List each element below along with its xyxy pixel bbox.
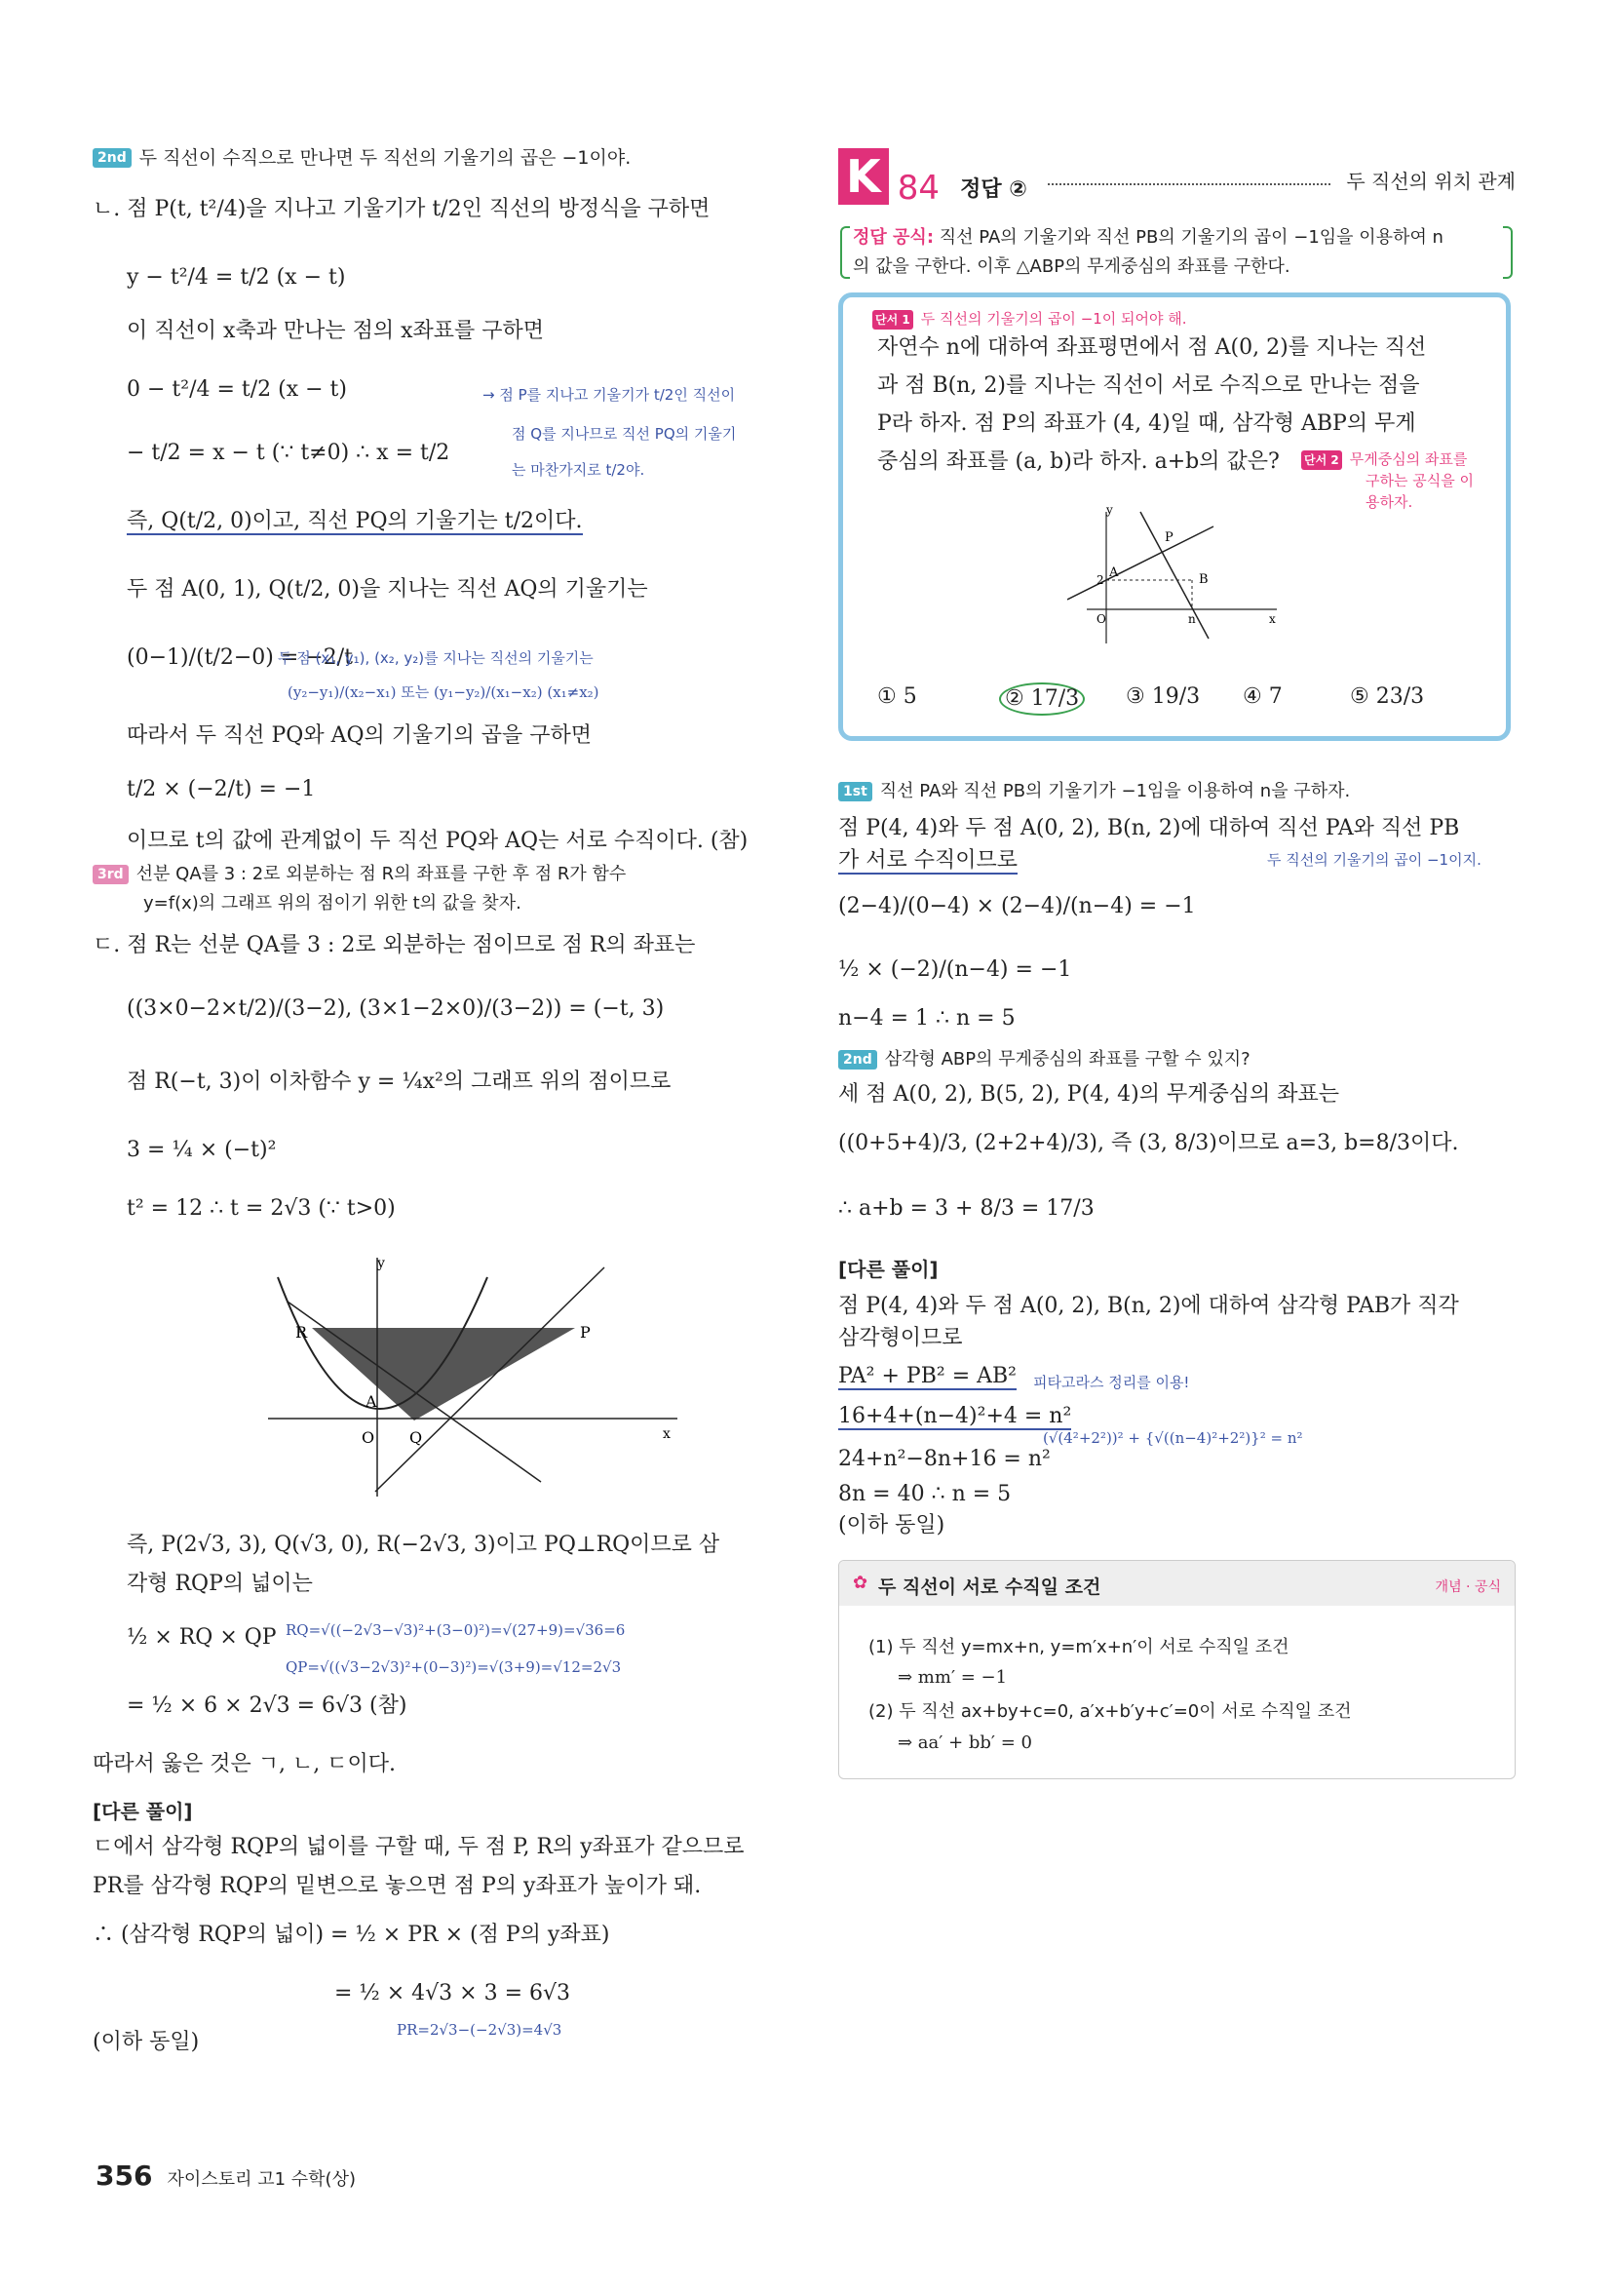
side-note: 두 점 (x₁, y₁), (x₂, y₂)를 지나는 직선의 기울기는 <box>278 649 594 667</box>
problem-text: 중심의 좌표를 (a, b)라 하자. a+b의 값은? <box>877 449 1280 474</box>
formula-line: 정답 공식: 직선 PA의 기울기와 직선 PB의 기울기의 곱이 −1임을 이용하여 n <box>853 227 1443 248</box>
line: 따라서 옳은 것은 ㄱ, ㄴ, ㄷ이다. <box>93 1752 396 1776</box>
side-note: PR=2√3−(−2√3)=4√3 <box>397 2021 562 2039</box>
line: 즉, P(2√3, 3), Q(√3, 0), R(−2√3, 3)이고 PQ⊥RQ이므로 삼 <box>127 1533 720 1557</box>
line: 따라서 두 직선 PQ와 AQ의 기울기의 곱을 구하면 <box>127 723 593 748</box>
bracket-left <box>840 226 850 279</box>
side-note: → 점 P를 지나고 기울기가 t/2인 직선이 <box>482 386 736 404</box>
point-label-r: R <box>295 1323 308 1342</box>
step3-hint: 3rd 선분 QA를 3 : 2로 외분하는 점 R의 좌표를 구한 후 점 R가 함수 <box>93 863 626 886</box>
line-graph <box>1067 502 1282 648</box>
equation: (0−1)/(t/2−0) = −2/t <box>127 645 353 670</box>
line: ㄷ에서 삼각형 RQP의 넓이를 구할 때, 두 점 P, R의 y좌표가 같으므로 <box>93 1835 745 1859</box>
choice-3: ③ 19/3 <box>1126 684 1201 709</box>
equation: n−4 = 1 ∴ n = 5 <box>838 1006 1016 1031</box>
line: (이하 동일) <box>838 1513 945 1537</box>
problem-text: P라 하자. 점 P의 좌표가 (4, 4)일 때, 삼각형 ABP의 무게 <box>877 411 1416 436</box>
line: 삼각형이므로 <box>838 1326 963 1350</box>
point-label-p: P <box>580 1323 591 1342</box>
problem-box <box>838 292 1511 741</box>
triangle-rqp <box>312 1328 575 1420</box>
point-label-a: A <box>366 1392 377 1411</box>
concept-item: ⇒ mm′ = −1 <box>898 1667 1008 1688</box>
answer-label: 정답 ② <box>960 177 1027 202</box>
point-label-o: O <box>1097 612 1106 626</box>
concept-box <box>838 1560 1516 1779</box>
hint1: 단서 1 두 직선의 기울기의 곱이 −1이 되어야 해. <box>872 309 1187 330</box>
side-note: 점 Q를 지나므로 직선 PQ의 기울기 <box>512 425 737 443</box>
axis-label-x: x <box>663 1426 671 1442</box>
line: 이 직선이 x축과 만나는 점의 x좌표를 구하면 <box>127 319 545 343</box>
line: PR를 삼각형 RQP의 밑변으로 놓으면 점 P의 y좌표가 높이가 돼. <box>93 1874 702 1898</box>
equation: 16+4+(n−4)²+4 = n² <box>838 1404 1072 1428</box>
concept-item: (2) 두 직선 ax+by+c=0, a′x+b′y+c′=0이 서로 수직일 조건 <box>868 1701 1352 1722</box>
parabola-graph <box>268 1248 677 1501</box>
step3-hint-cont: y=f(x)의 그래프 위의 점이기 위한 t의 값을 찾자. <box>143 893 521 914</box>
side-note: RQ=√((−2√3−√3)²+(3−0)²)=√(27+9)=√36=6 <box>286 1621 626 1639</box>
line: 점 P(4, 4)와 두 점 A(0, 2), B(n, 2)에 대하여 삼각형 PAB가 직각 <box>838 1294 1459 1318</box>
choice-4: ④ 7 <box>1243 684 1283 709</box>
k-label: K <box>838 148 889 205</box>
tick-label-n: n <box>1188 612 1196 626</box>
point-label-p: P <box>1165 530 1174 545</box>
step1-hint: 1st 직선 PA와 직선 PB의 기울기가 −1임을 이용하여 n을 구하자. <box>838 780 1350 803</box>
choice-2: ② 17/3 <box>999 682 1085 716</box>
step-badge: 3rd <box>93 865 129 884</box>
concept-item: (1) 두 직선 y=mx+n, y=m′x+n′이 서로 수직일 조건 <box>868 1637 1289 1657</box>
equation: (2−4)/(0−4) × (2−4)/(n−4) = −1 <box>838 894 1196 918</box>
equation: t² = 12 ∴ t = 2√3 (∵ t>0) <box>127 1196 396 1221</box>
topic-label: 두 직선의 위치 관계 <box>1346 170 1516 193</box>
side-note: 두 직선의 기울기의 곱이 −1이지. <box>1267 851 1481 869</box>
point-label-o: O <box>362 1428 375 1447</box>
point-label-a: A <box>1109 565 1119 580</box>
point-label-q: Q <box>409 1428 423 1447</box>
point-label-b: B <box>1199 572 1209 587</box>
problem-header <box>838 148 1516 208</box>
step2-hint: 2nd 삼각형 ABP의 무게중심의 좌표를 구할 수 있지? <box>838 1048 1250 1071</box>
flower-icon: ✿ <box>853 1573 868 1593</box>
choice-1: ① 5 <box>877 684 917 709</box>
side-note: QP=√((√3−2√3)²+(0−3)²)=√(3+9)=√12=2√3 <box>286 1658 622 1676</box>
side-note: (√(4²+2²))² + {√((n−4)²+2²)}² = n² <box>1043 1429 1303 1447</box>
equation: ∴ (삼각형 RQP의 넓이) = ½ × PR × (점 P의 y좌표) <box>93 1923 610 1947</box>
hint2: 구하는 공식을 이 <box>1366 472 1474 489</box>
equation: ((0+5+4)/3, (2+2+4)/3), 즉 (3, 8/3)이므로 a=3, b=8/3이다. <box>838 1131 1459 1155</box>
step2-hint: 2nd 두 직선이 수직으로 만나면 두 직선의 기울기의 곱은 −1이야. <box>93 143 631 173</box>
axis-label-y: y <box>377 1256 385 1271</box>
concept-tag: 개념 · 공식 <box>1435 1579 1501 1595</box>
equation: t/2 × (−2/t) = −1 <box>127 777 316 801</box>
alt-solution-title: [다른 풀이] <box>838 1258 939 1281</box>
book-title: 자이스토리 고1 수학(상) <box>167 2169 356 2190</box>
hint2: 단서 2 무게중심의 좌표를 <box>1301 449 1467 470</box>
equation: = ½ × 4√3 × 3 = 6√3 <box>334 1981 571 2005</box>
equation: 24+n²−8n+16 = n² <box>838 1447 1051 1471</box>
equation: y − t²/4 = t/2 (x − t) <box>127 265 346 290</box>
problem-number: 84 <box>897 168 941 208</box>
alt-solution-title: [다른 풀이] <box>93 1800 193 1823</box>
line: 두 점 A(0, 1), Q(t/2, 0)을 지나는 직선 AQ의 기울기는 <box>127 577 648 602</box>
equation: − t/2 = x − t (∵ t≠0) ∴ x = t/2 <box>127 441 450 465</box>
side-note: 피타고라스 정리를 이용! <box>1033 1374 1190 1391</box>
choice-5: ⑤ 23/3 <box>1350 684 1425 709</box>
line: 가 서로 수직이므로 <box>838 848 1019 873</box>
concept-title: 두 직선이 서로 수직일 조건 <box>878 1576 1101 1598</box>
page-number: 356 <box>96 2160 153 2192</box>
axis-label-y: y <box>1106 503 1113 517</box>
line: 세 점 A(0, 2), B(5, 2), P(4, 4)의 무게중심의 좌표는 <box>838 1082 1340 1107</box>
equation: 3 = ¼ × (−t)² <box>127 1138 277 1162</box>
dotted-leader <box>1048 183 1330 185</box>
line: 각형 RQP의 넓이는 <box>127 1572 313 1596</box>
page-footer <box>96 2160 356 2192</box>
formula-line: 의 값을 구한다. 이후 △ABP의 무게중심의 좌표를 구한다. <box>853 256 1290 277</box>
step-badge: 2nd <box>838 1050 877 1070</box>
line: ㄷ. 점 R는 선분 QA를 3 : 2로 외분하는 점이므로 점 R의 좌표는 <box>93 933 696 957</box>
line: (이하 동일) <box>93 2030 200 2054</box>
equation: = ½ × 6 × 2√3 = 6√3 (참) <box>127 1693 407 1718</box>
line: 점 P(4, 4)와 두 점 A(0, 2), B(n, 2)에 대하여 직선 PA와 직선 PB <box>838 816 1460 840</box>
hint2: 용하자. <box>1366 493 1413 511</box>
step-badge: 2nd <box>93 148 132 168</box>
line: 즉, Q(t/2, 0)이고, 직선 PQ의 기울기는 t/2이다. <box>127 509 583 533</box>
side-note: (y₂−y₁)/(x₂−x₁) 또는 (y₁−y₂)/(x₁−x₂) (x₁≠x₂) <box>288 683 599 701</box>
equation: ½ × (−2)/(n−4) = −1 <box>838 957 1072 982</box>
problem-text: 과 점 B(n, 2)를 지나는 직선이 서로 수직으로 만나는 점을 <box>877 373 1420 398</box>
bracket-right <box>1503 226 1513 279</box>
equation: ((3×0−2×t/2)/(3−2), (3×1−2×0)/(3−2)) = (−t, 3) <box>127 996 665 1021</box>
problem-text: 자연수 n에 대하여 좌표평면에서 점 A(0, 2)를 지나는 직선 <box>877 335 1427 360</box>
step-badge: 1st <box>838 782 872 801</box>
equation: 8n = 40 ∴ n = 5 <box>838 1482 1012 1506</box>
line: 이므로 t의 값에 관계없이 두 직선 PQ와 AQ는 서로 수직이다. (참) <box>127 829 749 853</box>
side-note: 는 마찬가지로 t/2야. <box>512 461 645 479</box>
line: ㄴ. 점 P(t, t²/4)을 지나고 기울기가 t/2인 직선의 방정식을 구하면 <box>93 197 711 221</box>
tick-label-2: 2 <box>1097 573 1104 587</box>
concept-item: ⇒ aa′ + bb′ = 0 <box>898 1732 1032 1753</box>
equation: ½ × RQ × QP <box>127 1625 277 1650</box>
equation: ∴ a+b = 3 + 8/3 = 17/3 <box>838 1196 1095 1221</box>
line: 점 R(−t, 3)이 이차함수 y = ¼x²의 그래프 위의 점이므로 <box>127 1070 672 1094</box>
equation: 0 − t²/4 = t/2 (x − t) <box>127 377 347 402</box>
concept-header <box>839 1561 1515 1606</box>
equation: PA² + PB² = AB² <box>838 1364 1017 1388</box>
axis-label-x: x <box>1269 612 1276 626</box>
